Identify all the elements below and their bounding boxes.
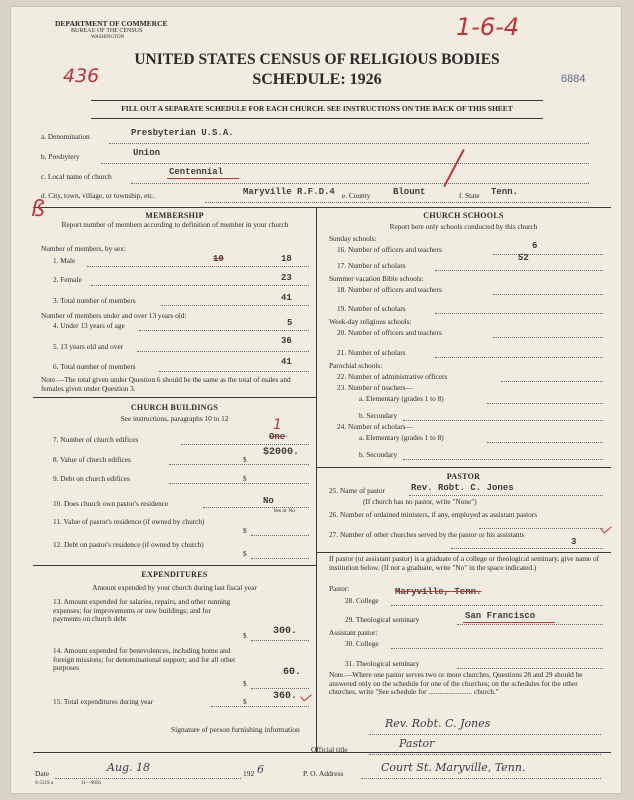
q2-value: 23	[281, 273, 292, 283]
q29-label: 29. Theological seminary	[345, 615, 420, 624]
denomination-value: Presbyterian U.S.A.	[131, 128, 234, 138]
q23-label: 23. Number of teachers—	[337, 383, 413, 392]
serial-number: 6884	[561, 73, 586, 85]
q11-dollar: $	[243, 526, 247, 535]
q23b-label: b. Secondary	[359, 411, 398, 420]
membership-heading: MEMBERSHIP	[145, 211, 204, 220]
q7-value: 1	[273, 417, 282, 433]
instruction-line: FILL OUT A SEPARATE SCHEDULE FOR EACH CHURCH. SEE INSTRUCTIONS ON THE BACK OF THIS SHEET	[121, 104, 513, 113]
q30-label: 30. College	[345, 639, 379, 648]
membership-note: Note.—The total given under Question 6 should be the same as the total of males and females given under Question 3.	[41, 375, 291, 393]
q25-hint: (If church has no pastor, write "None")	[363, 497, 477, 506]
q29-value: San Francisco	[465, 611, 536, 621]
q24a-label: a. Elementary (grades 1 to 8)	[359, 433, 444, 442]
q4-label: 4. Under 13 years of age	[53, 321, 125, 330]
parochial-label: Parochial schools:	[329, 361, 383, 370]
summer-label: Summer vacation Bible schools:	[329, 274, 424, 283]
q27-label: 27. Number of other churches served by the pastor or his assistants	[329, 530, 525, 539]
q31-label: 31. Theological seminary	[345, 659, 420, 668]
q10-label: 10. Does church own pastor's residence	[53, 499, 169, 508]
county-value: Blount	[393, 187, 426, 197]
q21-label: 21. Number of scholars	[337, 348, 406, 357]
q14-dollar: $	[243, 679, 247, 688]
q16-value: 6	[532, 241, 538, 251]
q16-label: 16. Number of officers and teachers	[337, 245, 442, 254]
q9-label: 9. Debt on church edifices	[53, 474, 130, 483]
buildings-heading: CHURCH BUILDINGS	[130, 403, 219, 412]
q28-label: 28. College	[345, 596, 379, 605]
signature-value: Rev. Robt. C. Jones	[385, 717, 491, 730]
red-underline	[167, 178, 239, 179]
print-number: 11—9056	[81, 781, 101, 786]
q18-label: 18. Number of officers and teachers	[337, 285, 442, 294]
q3-value: 41	[281, 293, 292, 303]
q15-dollar: $	[243, 697, 247, 706]
q15-label: 15. Total expenditures during year	[53, 697, 154, 706]
q19-label: 19. Number of scholars	[337, 304, 406, 313]
signature-label: Signature of person furnishing information	[171, 725, 300, 734]
schools-intro: Report here only schools conducted by this church	[389, 222, 538, 231]
red-check-stroke	[443, 149, 464, 187]
q17-value: 52	[518, 253, 529, 263]
q17-label: 17. Number of scholars	[337, 261, 406, 270]
q1-label: 1. Male	[53, 256, 76, 265]
q6-label: 6. Total number of members	[53, 362, 136, 371]
q14-label: 14. Amount expended for benevolences, including home and foreign missions; for denominational support; and for all other purposes	[53, 646, 236, 672]
weekday-label: Week-day religious schools:	[329, 317, 412, 326]
form-number: S-531S a	[35, 781, 54, 786]
q13-label: 13. Amount expended for salaries, repairs, and other running expenses; for improvements or new buildings; and for payments on church debt	[53, 597, 231, 623]
q15-value: 360.	[273, 691, 298, 702]
q27-value: 3	[571, 537, 577, 547]
state-label: f. State	[459, 191, 480, 200]
q13-value: 300.	[273, 626, 298, 637]
buildings-sub: See instructions, paragraphs 10 to 12	[120, 414, 229, 423]
q9-dollar: $	[243, 474, 247, 483]
members-by-sex-label: Number of members, by sex:	[41, 244, 126, 253]
q7-label: 7. Number of church edifices	[53, 435, 139, 444]
q8-dollar: $	[243, 455, 247, 464]
red-check-icon	[300, 690, 312, 701]
red-underline-2	[463, 622, 555, 623]
presbytery-value: Union	[133, 148, 161, 158]
q5-label: 5. 13 years old and over	[53, 342, 124, 351]
q25-label: 25. Name of pastor	[329, 486, 385, 495]
q13-dollar: $	[243, 631, 247, 640]
q28-value: Maryville, Tenn.	[395, 587, 482, 597]
church-name-value: Centennial	[169, 167, 224, 177]
state-value: Tenn.	[491, 187, 519, 197]
membership-intro: Report number of members according to definition of member in your church	[61, 220, 289, 229]
q22-label: 22. Number of administrative officers	[337, 372, 448, 381]
q1-struck-value: 10	[213, 254, 224, 264]
city-label: d. City, town, village, or township, etc.	[41, 191, 155, 200]
q3-label: 3. Total number of members	[53, 296, 136, 305]
sunday-label: Sunday schools:	[329, 234, 377, 243]
bureau-city: WASHINGTON	[91, 35, 125, 40]
schools-heading: CHURCH SCHOOLS	[423, 211, 504, 220]
age-intro-label: Number of members under and over 13 years old:	[41, 311, 187, 320]
census-schedule-page	[10, 6, 622, 794]
q25-value: Rev. Robt. C. Jones	[411, 483, 514, 493]
q14-value: 60.	[283, 667, 302, 678]
q5-value: 36	[281, 336, 292, 346]
graduate-note: If pastor (or assistant pastor) is a graduate of a college or theological seminary, give name of institution below. (If not a graduate, write "No" in the space indicated.)	[329, 554, 600, 572]
expenditures-sub: Amount expended by your church during last fiscal year	[92, 583, 257, 592]
official-title-value: Pastor	[399, 737, 435, 750]
form-title: UNITED STATES CENSUS OF RELIGIOUS BODIES	[134, 51, 500, 68]
q12-label: 12. Debt on pastor's residence (if owned by church)	[53, 540, 204, 549]
q20-label: 20. Number of officers and teachers	[337, 328, 442, 337]
red-check-icon-2	[600, 522, 612, 533]
q10-hint: Yes or No	[273, 508, 296, 514]
pastor-note: Note.—Where one pastor serves two or more churches, Questions 28 and 29 should be answered only on the schedule for one of the churches; on the schedules for the other churches, write "See schedule for ........................ church."	[329, 670, 583, 696]
po-address-value: Court St. Maryville, Tenn.	[381, 761, 526, 774]
red-margin-mark: ß	[31, 197, 45, 222]
red-number-annotation: 436	[63, 65, 100, 87]
q8-label: 8. Value of church edifices	[53, 455, 131, 464]
city-value: Maryville R.F.D.4	[243, 187, 335, 197]
denomination-label: a. Denomination	[41, 132, 90, 141]
po-address-label: P. O. Address	[303, 769, 344, 778]
presbytery-label: b. Presbytery	[41, 152, 80, 161]
q6-value: 41	[281, 357, 292, 367]
expenditures-heading: EXPENDITURES	[141, 570, 208, 579]
church-name-label: c. Local name of church	[41, 172, 112, 181]
q11-label: 11. Value of pastor's residence (if owned by church)	[53, 517, 205, 526]
q2-label: 2. Female	[53, 275, 82, 284]
year-digit: 6	[257, 763, 264, 776]
q12-dollar: $	[243, 549, 247, 558]
pastor-heading: PASTOR	[446, 472, 481, 481]
date-value: Aug. 18	[107, 761, 151, 774]
red-date-annotation: 1-6-4	[456, 13, 520, 41]
official-title-label: Official title	[311, 745, 348, 754]
q8-value: $2000.	[263, 447, 300, 458]
pastor-subheading: Pastor:	[329, 584, 350, 593]
q24-label: 24. Number of scholars—	[337, 422, 413, 431]
bureau-name: BUREAU OF THE CENSUS	[71, 28, 143, 34]
dept-name: DEPARTMENT OF COMMERCE	[55, 19, 168, 28]
q26-label: 26. Number of ordained ministers, if any, employed as assistant pastors	[329, 510, 538, 519]
form-subtitle: SCHEDULE: 1926	[252, 71, 382, 88]
q23a-label: a. Elementary (grades 1 to 8)	[359, 394, 444, 403]
q7-struck-value: One	[269, 432, 286, 442]
q10-value: No	[263, 496, 274, 506]
q24b-label: b. Secondary	[359, 450, 398, 459]
date-label: Date	[35, 769, 50, 778]
assistant-subheading: Assistant pastor:	[329, 628, 378, 637]
year-prefix: 192	[243, 769, 255, 778]
q1-value: 18	[281, 254, 292, 264]
q4-value: 5	[287, 318, 293, 328]
county-label: e. County	[342, 191, 371, 200]
